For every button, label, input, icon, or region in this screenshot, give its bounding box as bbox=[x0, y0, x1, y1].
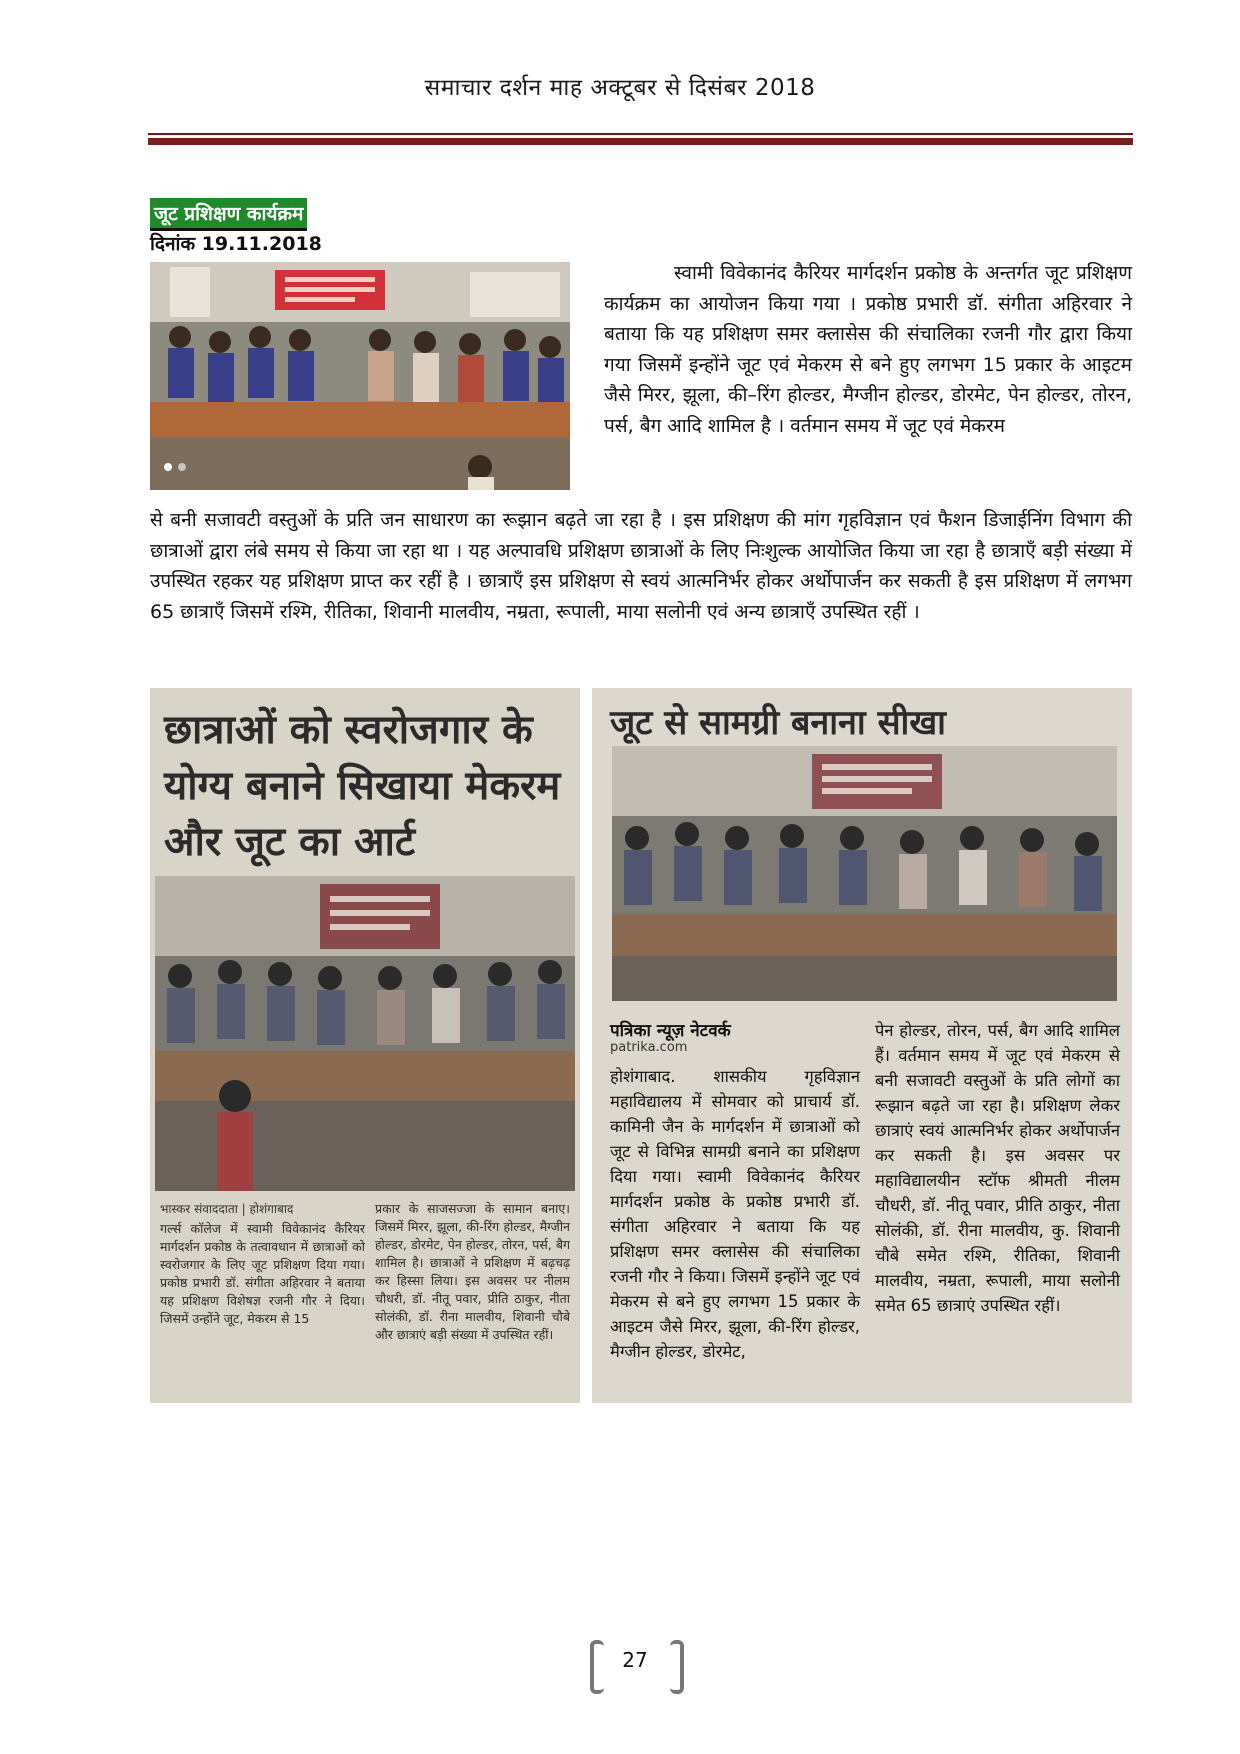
clipping-column-left: गर्ल्स कॉलेज में स्वामी विवेकानंद कैरियर मार्गदर्शन प्रकोष्ठ के तत्वावधान में छात्राओं को स्वरोजगार के लिए जूट प्रशिक्षण दिया गया। प्रकोष्ठ प्रभारी डॉ. संगीता अहिरवार ने बताया यह प्रशिक्षण विशेषज्ञ रजनी गौर ने दिया। जिसमें उन्होंने जूट, मेकरम से 15 bbox=[160, 1221, 365, 1326]
clipping-column-left: होशंगाबाद. शासकीय गृहविज्ञान महाविद्यालय में सोमवार को प्राचार्य डॉ. कामिनी जैन के मार्गदर्शन में छात्राओं को जूट से विभिन्न सामग्री बनाने का प्रशिक्षण दिया गया। स्वामी विवेकानंद कैरियर मार्गदर्शन प्रकोष्ठ के प्रकोष्ठ प्रभारी डॉ. संगीता अहिरवार ने बताया कि यह प्रशिक्षण समर क्लासेस की संचालिका रजनी गौर ने किया। जिसमें इन्होंने जूट एवं मेकरम से बने हुए लगभग 15 प्रकार के आइटम जैसे मिरर, झूला, की-रिंग होल्डर, मैग्जीन होल्डर, डोरमेट, bbox=[610, 1067, 860, 1361]
section-heading: जूट प्रशिक्षण कार्यक्रम bbox=[150, 198, 307, 231]
event-date: दिनांक 19.11.2018 bbox=[150, 233, 322, 255]
clipping-headline: जूट से सामग्री बनाना सीखा bbox=[610, 703, 946, 743]
clipping-photo bbox=[155, 876, 575, 1191]
clipping-column-right: पेन होल्डर, तोरन, पर्स, बैग आदि शामिल हैं। वर्तमान समय में जूट एवं मेकरम से बनी सजावटी वस्तुओं के प्रति लोगों का रूझान बढ़ते जा रहा है। प्रशिक्षण लेकर छात्राएं स्वयं आत्मनिर्भर होकर अर्थोपार्जन कर सकती है। इस अवसर पर महाविद्यालयीन स्टॉफ श्रीमती नीलम चौधरी, डॉ. नीतू पवार, प्रीति ठाकुर, नीता सोलंकी, डॉ. रीना मालवीय, कु. शिवानी चौबे समेत रश्मि, रीतिका, शिवानी मालवीय, नम्रता, रूपाली, माया सलोनी समेत 65 छात्राएं उपस्थित रहीं। bbox=[875, 1021, 1120, 1315]
intro-paragraph bbox=[604, 258, 1132, 442]
newspaper-clipping-bhaskar bbox=[150, 688, 580, 1403]
page-header-title: समाचार दर्शन माह अक्टूबर से दिसंबर 2018 bbox=[424, 75, 816, 101]
clipping-byline: पत्रिका न्यूज़ नेटवर्क bbox=[610, 1021, 731, 1041]
clipping-headline: छात्राओं को स्वरोजगार के योग्य बनाने सिखाया मेकरम और जूट का आर्ट bbox=[164, 707, 561, 865]
clipping-byline-site: patrika.com bbox=[610, 1040, 688, 1055]
clipping-byline: भास्कर संवाददाता | होशंगाबाद bbox=[160, 1202, 294, 1216]
newspaper-clipping-patrika bbox=[592, 688, 1132, 1403]
header-rule-thin bbox=[148, 133, 1133, 135]
page-number: 27 bbox=[622, 1648, 648, 1672]
header-rule-thick bbox=[148, 138, 1133, 145]
event-photo bbox=[150, 262, 570, 490]
continuation-paragraph: से बनी सजावटी वस्तुओं के प्रति जन साधारण का रूझान बढ़ते जा रहा है । इस प्रशिक्षण की मांग गृहविज्ञान एवं फैशन डिजाईनिंग विभाग की छात्राओं द्वारा लंबे समय से किया जा रहा था । यह अल्पावधि प्रशिक्षण छात्राओं के लिए निःशुल्क आयोजित किया जा रहा है छात्राऍं बड़ी संख्या में उपस्थित रहकर यह प्रशिक्षण प्राप्त कर रहीं है । छात्राऍं इस प्रशिक्षण से स्वयं आत्मनिर्भर होकर अर्थोपार्जन कर सकती है इस प्रशिक्षण में लगभग 65 छात्राऍं जिसमें रश्मि, रीतिका, शिवानी मालवीय, नम्रता, रूपाली, माया सलोनी एवं अन्य छात्राऍं उपस्थित रहीं । bbox=[150, 509, 1132, 623]
clipping-column-right: प्रकार के साजसज्जा के सामान बनाए। जिसमें मिरर, झूला, की-रिंग होल्डर, मैग्जीन होल्डर, डोरमेट, पेन होल्डर, तोरन, पर्स, बैग शामिल है। छात्राओं ने प्रशिक्षण में बढ़चढ़ कर हिस्सा लिया। इस अवसर पर नीलम चौधरी, डॉ. नीतू पवार, प्रीति ठाकुर, नीता सोलंकी, डॉ. रीना मालवीय, शिवानी चौबे और छात्राएं बड़ी संख्या में उपस्थित रहीं। bbox=[375, 1201, 570, 1342]
clipping-photo bbox=[612, 746, 1117, 1001]
intro-paragraph-text: स्वामी विवेकानंद कैरियर मार्गदर्शन प्रकोष्ठ के अन्तर्गत जूट प्रशिक्षण कार्यक्रम का आयोजन किया गया । प्रकोष्ठ प्रभारी डॉ. संगीता अहिरवार ने बताया कि यह प्रशिक्षण समर क्लासेस की संचालिका रजनी गौर द्वारा किया गया जिसमें इन्होंने जूट एवं मेकरम से बने हुए लगभग 15 प्रकार के आइटम जैसे मिरर, झूला, की–रिंग होल्डर, मैग्जीन होल्डर, डोरमेट, पेन होल्डर, तोरन, पर्स, बैग आदि शामिल है । वर्तमान समय में जूट एवं मेकरम bbox=[604, 262, 1132, 437]
